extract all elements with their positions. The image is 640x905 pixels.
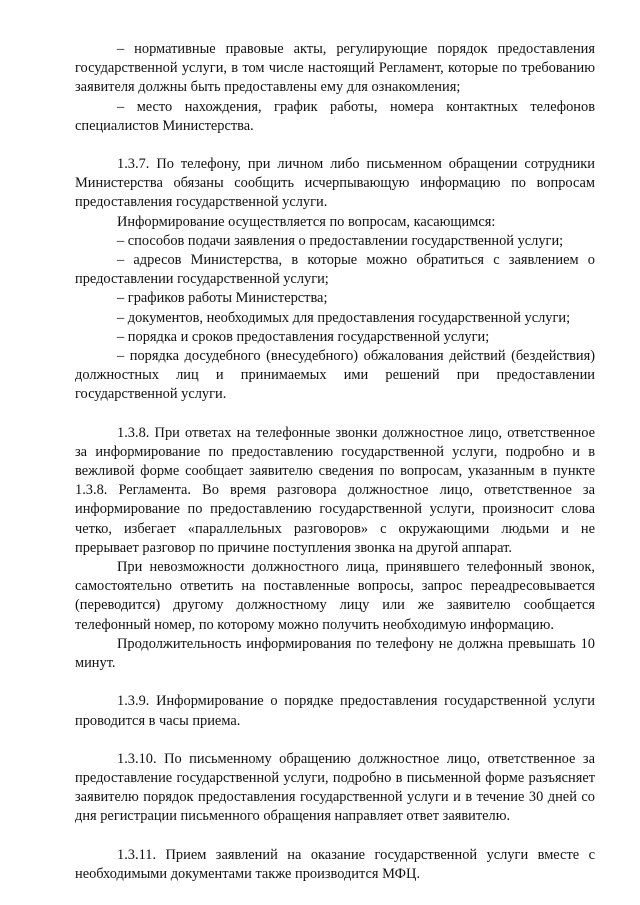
section-gap <box>75 405 595 424</box>
paragraph-info-topics: Информирование осуществляется по вопросам, касающимся: <box>117 213 496 230</box>
paragraph-duration: Продолжительность информирования по телефону не должна превышать 10 минут. <box>75 635 595 672</box>
document-page <box>75 40 595 884</box>
paragraph-1-3-7: 1.3.7. По телефону, при личном либо письменном обращении сотрудники Министерства обязаны сообщить исчерпывающую информацию по вопросам предоставления государственной услуги. <box>75 156 595 211</box>
paragraph-1-3-8: 1.3.8. При ответах на телефонные звонки должностное лицо, ответственное за информирование по предоставлению государственной услуги, подробно и в вежливой форме сообщает заявителю сведения по вопросам, указанным в пункте 1.3.8. Регламента. Во время разговора должностное лицо, ответственное за информирование по предоставлению государственной услуги, произносит слова четко, избегает «параллельных разговоров» с окружающими людьми и не прерывает разговор по причине поступления звонка на другой аппарат. <box>75 424 595 556</box>
section-gap <box>75 673 595 692</box>
paragraph-1-3-10: 1.3.10. По письменному обращению должностное лицо, ответственное за предоставление государственной услуги, подробно в письменной форме разъясняет заявителю порядок предоставления государственной услуги и в течение 30 дней со дня регистрации письменного обращения направляет ответ заявителю. <box>75 750 595 825</box>
section-gap <box>75 731 595 750</box>
list-item-procedure: – порядка и сроков предоставления государственной услуги; <box>117 328 490 345</box>
paragraph-redirect: При невозможности должностного лица, принявшего телефонный звонок, самостоятельно ответить на поставленные вопросы, запрос переадресовывается (переводится) другому должностному лицу или же заявителю сообщается телефонный номер, по которому можно получить необходимую информацию. <box>75 559 595 633</box>
section-gap <box>75 136 595 155</box>
section-gap <box>75 827 595 846</box>
paragraph-1-3-11: 1.3.11. Прием заявлений на оказание государственной услуги вместе с необходимыми документами также производится МФЦ. <box>75 846 595 882</box>
paragraph-normative-acts: – нормативные правовые акты, регулирующие порядок предоставления государственной услуги, в том числе настоящий Регламент, которые по требованию заявителя должны быть предоставлены ему для ознакомления; <box>75 41 595 96</box>
list-item-documents: – документов, необходимых для предоставления государственной услуги; <box>117 309 571 326</box>
list-item-appeal: – порядка досудебного (внесудебного) обжалования действий (бездействия) должностных лиц и принимаемых ими решений при предоставлении государственной услуги. <box>75 348 595 403</box>
list-item-addresses: – адресов Министерства, в которые можно обратиться с заявлением о предоставлении государственной услуги; <box>75 252 595 288</box>
paragraph-1-3-9: 1.3.9. Информирование о порядке предоставления государственной услуги проводится в часы приема. <box>75 693 595 729</box>
paragraph-location: – место нахождения, график работы, номера контактных телефонов специалистов Министерства. <box>75 98 595 134</box>
list-item-submission-methods: – способов подачи заявления о предоставлении государственной услуги; <box>117 232 564 249</box>
list-item-schedules: – графиков работы Министерства; <box>117 290 328 307</box>
